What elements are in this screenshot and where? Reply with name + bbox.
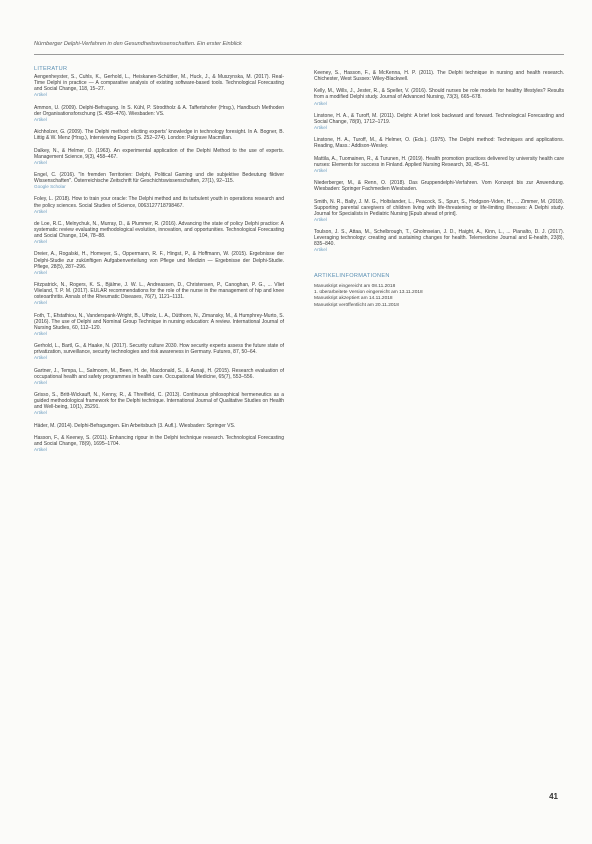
reference-link[interactable]: Artikel	[34, 159, 47, 165]
reference-text: Niederberger, M., & Renn, O. (2018). Das Gruppendelphi-Verfahren. Vom Konzept bis zur Anwendung. Wiesbaden: Springer Fachmedien Wiesbaden.	[314, 180, 564, 193]
reference-entry	[314, 137, 564, 149]
reference-entry	[34, 221, 284, 245]
reference-entry	[34, 343, 284, 361]
reference-link[interactable]: Artikel	[314, 167, 327, 173]
reference-text: Dalkey, N., & Helmer, O. (1963). An experimental application of the Delphi Method to the use of experts. Management Science, 9(3), 458–467.	[34, 147, 284, 160]
references-column-left	[34, 66, 284, 459]
reference-entry	[34, 423, 284, 429]
reference-text: Linstone, H. A., & Turoff, M. (2011). Delphi: A brief look backward and forward. Technological Forecasting and Social Change, 78(9), 1712–1719.	[314, 112, 564, 125]
reference-entry	[34, 74, 284, 98]
header-divider	[34, 54, 564, 55]
reference-text: Häder, M. (2014). Delphi-Befragungen. Ein Arbeitsbuch (3. Aufl.). Wiesbaden: Springer VS.	[34, 422, 236, 429]
reference-text: Aengenheyster, S., Cuhls, K., Gerhold, L., Heiskanen-Schüttler, M., Huck, J., & Muszynska, M. (2017). Real-Time Delphi in practice — A comparative analysis of existing software-based tools. Technological Forecasting and Social Change, 118, 15–27.	[34, 74, 284, 93]
reference-entry	[314, 88, 564, 106]
reference-text: Fitzpatrick, N., Rogers, K. S., Bjälme, J. W. L., Andreassen, D., Christensen, P., Canoghan, P. G., ... Vliet Vlieland, T. P. M. (2017). EULAR recommendations for the role of the nurse in the management of hip and knee osteoarthritis. Annals of the Rheumatic Diseases, 76(7), 1121–1131.	[34, 282, 284, 301]
reference-entry	[34, 282, 284, 306]
reference-entry	[34, 435, 284, 453]
reference-text: Gerhold, L., Bartl, G., & Haake, N. (2017). Security culture 2030. How security experts assess the future state of privatization, surveillance, security technologies and risk awareness in Germany. Futures, 87, 50–64.	[34, 343, 284, 356]
reference-entry	[34, 368, 284, 386]
reference-link[interactable]: Artikel	[34, 300, 47, 306]
reference-link[interactable]: Google Scholar	[34, 184, 66, 190]
reference-text: Toulson, J. S., Attaa, M., Schelbrough, T., Gholmseian, J. D., Haight, A., Kinn, L., ... Pianalto, D. J. (2017). Leveraging technology: creating and sustaining changes for health. Telemedicine Journal and E-health, 23(8), 835–840.	[314, 229, 564, 248]
reference-entry	[314, 229, 564, 253]
reference-link[interactable]: Artikel	[314, 216, 327, 222]
reference-entry	[314, 113, 564, 131]
reference-link[interactable]: Artikel	[314, 125, 327, 131]
reference-link[interactable]: Artikel	[314, 100, 327, 106]
reference-text: Hasson, F., & Keeney, S. (2011). Enhancing rigour in the Delphi technique research. Technological Forecasting and Social Change, 78(9), 1695–1704.	[34, 434, 284, 448]
reference-entry	[314, 180, 564, 192]
reference-text: Foley, L. (2018). How to train your oracle: The Delphi method and its turbulent youth in operations research and the policy sciences. Social Studies of Science, 0063127718798467.	[34, 196, 284, 209]
reference-link[interactable]: Artikel	[34, 355, 47, 361]
reference-link[interactable]: Artikel	[34, 116, 47, 122]
reference-text: de Loe, R.C., Melnychuk, N., Murray, D., & Plummer, R. (2016). Advancing the state of policy Delphi practice: A systematic review evaluating methodological evolution, innovation, and opportunities. Technological Forecasting and Social Change, 104, 78–88.	[34, 220, 284, 240]
reference-link[interactable]: Artikel	[34, 208, 47, 214]
reference-text: Grisso, S., Britt-Wickauff, N., Kenny, R., & Threlfield, C. (2013). Continuous philosophical hermeneutics as a guided methodological framework for the Delphi technique. International Journal of Qualitative Studies on Health and Well-being, 10(1), 25291.	[34, 392, 284, 411]
reference-entry	[34, 196, 284, 214]
reference-link[interactable]: Artikel	[34, 410, 47, 416]
reference-entry	[34, 392, 284, 416]
reference-text: Dreier, A., Rogalski, H., Homeyer, S., Oppermann, R. F., Hingst, P., & Hoffmann, W. (2015). Ergebnisse der Delphi-Studie zur zukünftigen Aufgabenverteilung von Pflege und Medizin — Ergebnisse der Delphi-Studie. Pflege, 28(5), 287–296.	[34, 251, 284, 270]
reference-entry	[34, 129, 284, 141]
reference-link[interactable]: Artikel	[34, 379, 47, 385]
running-header: Nürnberger Delphi-Verfahren in den Gesundheitswissenschaften. Ein erster Einblick	[34, 41, 242, 47]
reference-entry	[34, 172, 284, 190]
history-line: 1. überarbeitete Version eingereicht am 13.11.2018	[314, 289, 423, 295]
article-history-heading: ARTIKELINFORMATIONEN	[314, 273, 390, 280]
reference-entry	[34, 251, 284, 275]
reference-link[interactable]: Artikel	[34, 330, 47, 336]
references-column-right	[314, 70, 564, 309]
reference-link[interactable]: Artikel	[34, 92, 47, 98]
reference-text: Mattila, A., Tuomainen, R., & Turunen, H. (2019). Health promotion practices delivered by university health care nurses: Elements for success in Finland. Applied Nursing Research, 30, 45–51.	[314, 155, 564, 168]
reference-text: Engel, C. (2016). "In fremden Territorien: Delphi, Political Gaming und die subjektive Bedeutung fiktiver Wissenschaften". Österreichische Zeitschrift für Geschichtswissenschaften, 27(1), 92–115.	[34, 171, 284, 185]
literature-heading: LITERATUR	[34, 66, 68, 72]
history-line: Manuskript veröffentlicht am 20.11.2018	[314, 302, 399, 308]
reference-entry	[34, 105, 284, 123]
article-history	[314, 273, 564, 309]
reference-entry	[314, 199, 564, 223]
reference-entry	[314, 156, 564, 174]
reference-text: Keeney, S., Hasson, F., & McKenna, H. P. (2011). The Delphi technique in nursing and health research. Chichester, West Sussex: Wiley-Blackwell.	[314, 70, 564, 83]
reference-entry	[314, 70, 564, 82]
history-line: Manuskript eingereicht am 08.11.2018	[314, 283, 396, 289]
reference-entry	[34, 313, 284, 337]
reference-entry	[34, 148, 284, 166]
reference-link[interactable]: Artikel	[314, 247, 327, 253]
reference-text: Foth, T., Efstathiou, N., Vanderspank-Wright, B., Ufholz, L. A., Dütthorn, N., Zimansky, M., & Humphrey-Murto, S. (2016). The use of Delphi and Nominal Group Technique in nursing education: A review. International Journal of Nursing Studies, 60, 112–120.	[34, 312, 284, 331]
reference-text: Linstone, H. A., Turoff, M., & Helmer, O. (Eds.). (1975). The Delphi method: Techniques and applications. Reading, Mass.: Addison-Wesley.	[314, 137, 564, 150]
history-line: Manuskript akzeptiert am 14.11.2018	[314, 296, 393, 302]
reference-text: Gartner, J., Tempa, L., Salmoom, M., Been, H. de, Macdonald, S., & Aunaji, H. (2015). Research evaluation of occupational health and safety programmes in health care. Occupational Medicine, 65(7), 553–556.	[34, 367, 284, 380]
reference-link[interactable]: Artikel	[34, 239, 47, 245]
reference-text: Ammon, U. (2009). Delphi-Befragung. In S. Kühl, P. Strodtholz & A. Taffertshofer (Hrsg.), Handbuch Methoden der Organisationsforschung (S. 458–476). Wiesbaden: VS.	[34, 104, 284, 117]
reference-text: Kelly, M., Wills, J., Jester, R., & Speller, V. (2016). Should nurses be role models for healthy lifestyles? Results from a modified Delphi study. Journal of Advanced Nursing, 73(3), 665–678.	[314, 88, 564, 101]
reference-link[interactable]: Artikel	[34, 269, 47, 275]
page-number: 41	[549, 792, 558, 801]
reference-link[interactable]: Artikel	[34, 447, 47, 453]
reference-text: Smith, N. R., Bally, J. M. G., Holtslander, L., Peacock, S., Spurr, S., Hodgson-Viden, H., ... Zimmer, M. (2018). Supporting parental caregivers of children living with life-threatening or life-limiting illnesses: A Delphi study. Journal for Specialists in Pediatric Nursing [Epub ahead of print].	[314, 198, 564, 217]
reference-text: Aichholzer, G. (2009). The Delphi method: eliciting experts' knowledge in technology foresight. In A. Bogner, B. Littig & W. Menz (Hrsg.), Interviewing Experts (S. 252–274). London: Palgrave Macmillan.	[34, 129, 284, 142]
